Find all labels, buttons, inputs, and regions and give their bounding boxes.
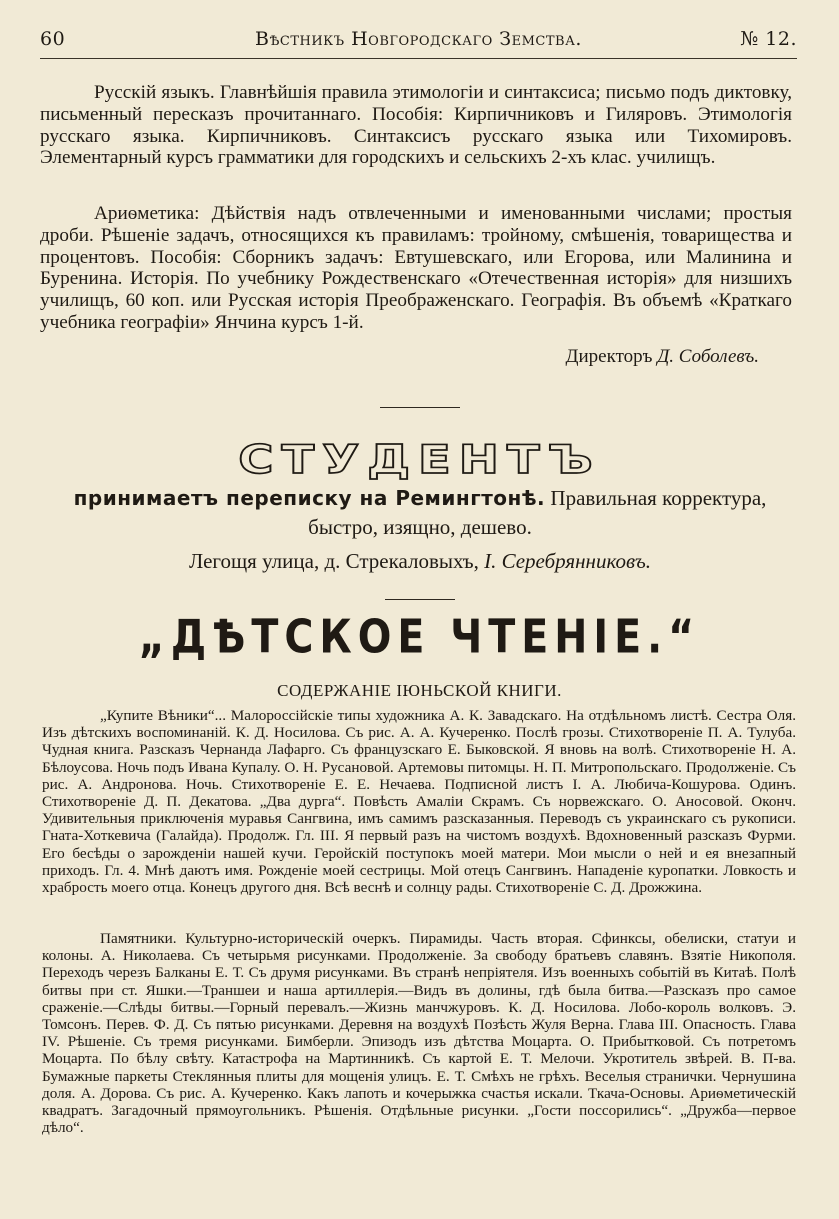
advert-name: I. Серебрянниковъ. (484, 549, 651, 573)
russian-text: Русскій языкъ. Главнѣйшія правила этимологіи и синтаксиса; письмо подъ диктовку, письменный пересказъ прочитаннаго. Пособія: Кирпичниковъ и Гиляровъ. Этимологія русскаго языка. Кирпичниковъ. Синтаксисъ русскаго языка или Тихомировъ. Элементарный курсъ грамматики для городскихъ и сельскихъ 2-хъ клас. училищъ. (40, 82, 792, 169)
director-signature (566, 346, 759, 368)
journal-title: Вѣстникъ Новгородскаго Земства. (255, 28, 582, 50)
separator-rule-1 (380, 407, 460, 408)
detskoe-paragraph-2 (42, 930, 796, 1136)
advert-line-3 (40, 549, 800, 574)
signature-role: Директоръ (565, 346, 653, 367)
advert-line-1-rest: Правильная корректура, (550, 486, 767, 510)
page-header (40, 28, 797, 58)
header-rule (40, 58, 797, 59)
russian-paragraph (40, 82, 792, 169)
arithmetic-paragraph (40, 203, 792, 334)
issue-number: № 12. (740, 28, 797, 50)
advert-line-1 (40, 486, 800, 511)
arithmetic-text: Ариѳметика: Дѣйствія надъ отвлеченными и именованными числами; простыя дроби. Рѣшеніе задачъ, относящихся къ правиламъ: тройному, смѣшенія, товарищества и процентовъ. Пособія: Сборникъ задачъ: Евтушевскаго, или Егорова, или Малинина и Буренина. Исторія. По учебнику Рождественскаго «Отечественная исторія» для низшихъ училищъ, 60 коп. или Русская исторія Преображенскаго. Географія. Въ объемѣ «Краткаго учебника географіи» Янчина курсъ 1-й. (40, 203, 792, 333)
detskoe-text-2: Памятники. Культурно-историческій очеркъ. Пирамиды. Часть вторая. Сфинксы, обелиски, статуи и колоны. А. Николаева. Съ четырьмя рисунками. Продолженіе. За свободу братьевъ славянъ. Взятіе Никополя. Переходъ черезъ Балканы Е. Т. Съ друмя рисунками. Въ странѣ непріятеля. Изъ военныхъ событій въ Китаѣ. Полѣ битвы при ст. Яшки.—Траншеи и наша артиллерія.—Видъ въ долины, гдѣ была битва.—Разсказъ про самое сраженіе.—Слѣды битвы.—Горный перевалъ.—Жизнь манчжуровъ. К. Д. Носилова. Лобо-король волковъ. Э. Томсонъ. Перев. Ф. Д. Съ пятью рисунками. Деревня на воздухѣ Позѣсть Жуля Верна. Глава III. Опасность. Глава IV. Рѣшеніе. Съ тремя рисунками. Бимберли. Эпизодъ изъ дѣтства Моцарта. О. Прибытковой. Съ потретомъ Моцарта. По бѣлу свѣту. Катастрофа на Мартинникѣ. Съ картой Е. Т. Мелочи. Укротитель звѣрей. В. П-ва. Бумажные паркеты Стеклянныя плиты для мощенія улицъ. Е. Т. Смѣхъ не грѣхъ. Веселыя странички. Чернушина доля. А. Дорова. Съ рис. А. Кучеренко. Какъ лапоть и кочерыжка счастья искали. Ткача-Основы. Ариѳметическій квадратъ. Загадочный прямоугольникъ. Рѣшенія. Отдѣльные рисунки. „Гости поссорились“. „Дружба—первое дѣло“. (42, 930, 796, 1137)
advert-title: СТУДЕНТЪ (238, 437, 601, 483)
detskoe-text-1: „Купите Вѣники“... Малороссійскіе типы художника А. К. Завадскаго. На отдѣльномъ листѣ. Сестра Оля. Изъ дѣтскихъ воспоминаній. К. Д. Носилова. Съ рис. А. А. Кучеренко. Послѣ грозы. Стихотвореніе П. А. Тулуба. Чудная книга. Разсказъ Чернанда Лафарго. Съ французскаго Е. Быковской. Я вновь на волѣ. Стихотвореніе Н. А. Бѣлоусова. Ночь подъ Ивана Купалу. О. Н. Русановой. Артемовы питомцы. Н. П. Митропольскаго. Продолженіе. Съ рис. А. Андронова. Ночь. Стихотвореніе Е. Е. Нечаева. Подписной листъ І. А. Любича-Кошурова. Одинъ. Стихотвореніе Д. П. Декатова. „Два дурга“. Повѣсть Амаліи Скрамъ. Съ норвежскаго. О. Аносовой. Оконч. Удивительныя приключенія муравья Сангвина, имъ самимъ разсказанныя. Переводъ съ украинскаго съ рукописи. Гната-Хоткевича (Галайда). Продолж. Гл. III. Я первый разъ на чистомъ воздухѣ. Вдохновенный разсказъ Фурми. Его бесѣды о зарожденіи нашей кучи. Геройскій поступокъ моей матери. Мои мысли о ней и ея внезапный приходъ. Гл. 4. Мнѣ даютъ имя. Рожденіе моей сестрицы. Мой отецъ Сангвинъ. Нападеніе куропатки. Ловкость и храбрость моего отца. Конецъ другого дня. Всѣ веснѣ и солнцу рады. Стихотвореніе С. Д. Дрожжина. (42, 707, 796, 897)
page-number: 60 (40, 28, 66, 50)
signature-name: Д. Соболевъ. (657, 346, 759, 367)
detskoe-paragraph-1 (42, 707, 796, 896)
advert-line-2: быстро, изящно, дешево. (308, 515, 532, 539)
separator-rule-2 (385, 599, 455, 600)
detskoe-subtitle: СОДЕРЖАНІЕ ІЮНЬСКОЙ КНИГИ. (277, 681, 562, 700)
advert-address: Легощя улица, д. Стрекаловыхъ, (189, 549, 479, 573)
advert-line-1-bold: принимаетъ переписку на Ремингтонѣ. (73, 486, 546, 510)
detskoe-title: „ДѢТСКОЕ ЧТЕНІЕ.“ (138, 610, 701, 665)
